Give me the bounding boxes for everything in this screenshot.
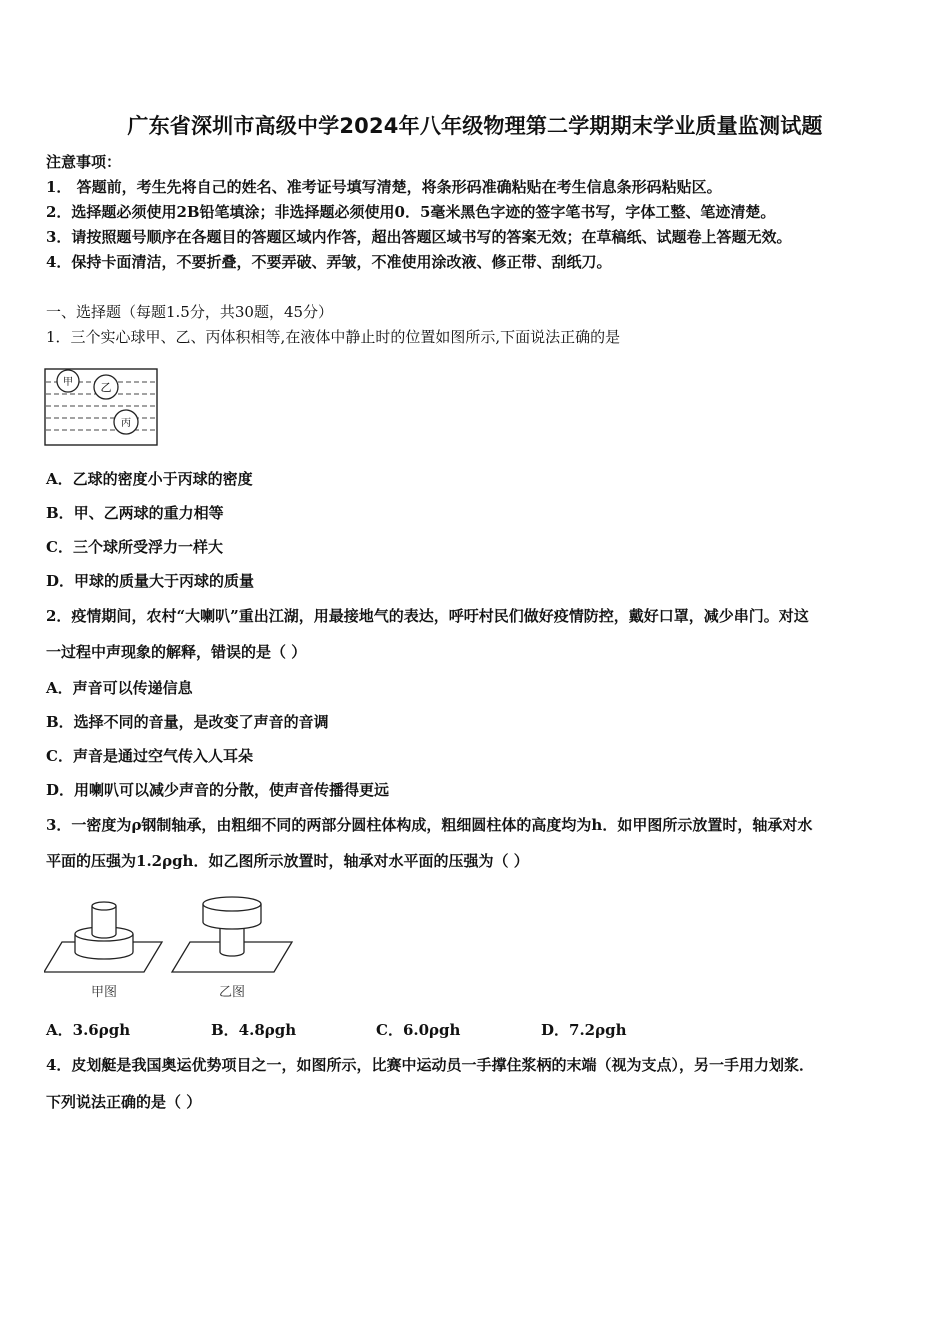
ball-yi-label: 乙 [100,381,112,394]
q2-stem-line2: 一过程中声现象的解释，错误的是（ ） [46,643,307,661]
q3-option-d: D．7.2ρgh [541,1021,627,1039]
q1-liquid-figure [44,368,160,448]
q1-option-a: A．乙球的密度小于丙球的密度 [46,470,253,488]
section-heading: 一、选择题（每题1.5分，共30题，45分） [46,303,334,321]
fig-yi-label: 乙图 [218,985,246,1000]
page-title: 广东省深圳市高级中学2024年八年级物理第二学期期末学业质量监测试题 [127,114,823,138]
notice-heading: 注意事项： [46,153,122,171]
fig-jia-label: 甲图 [90,985,118,1000]
q3-option-b: B．4.8ρgh [211,1021,297,1039]
q2-option-c: C．声音是通过空气传入人耳朵 [46,747,253,765]
q2-stem-line1: 2．疫情期间，农村“大喇叭”重出江湖，用最接地气的表达，呼吁村民们做好疫情防控，戴好口罩，减少串门。对这 [46,607,809,625]
q4-stem-line1: 4．皮划艇是我国奥运优势项目之一，如图所示，比赛中运动员一手撑住浆柄的末端（视为支点），另一手用力划浆． [46,1056,814,1074]
q3-option-c: C．6.0ρgh [376,1021,461,1039]
q2-option-a: A．声音可以传递信息 [46,679,193,697]
q1-stem: 1．三个实心球甲、乙、丙体积相等,在液体中静止时的位置如图所示,下面说法正确的是 [46,328,621,346]
q3-option-a: A．3.6ρgh [46,1021,131,1039]
q2-option-d: D．用喇叭可以减少声音的分散，使声音传播得更远 [46,781,390,799]
q3-stem-line2: 平面的压强为1.2ρgh．如乙图所示放置时，轴承对水平面的压强为（ ） [46,852,529,870]
ball-bing-label: 丙 [121,418,131,429]
notice-item: 2．选择题必须使用2B铅笔填涂；非选择题必须使用0．5毫米黑色字迹的签字笔书写，字体工整、笔迹清楚。 [46,203,776,221]
notice-item: 4．保持卡面清洁，不要折叠，不要弄破、弄皱，不准使用涂改液、修正带、刮纸刀。 [46,253,612,271]
q1-option-d: D．甲球的质量大于丙球的质量 [46,572,255,590]
q1-option-c: C．三个球所受浮力一样大 [46,538,223,556]
q2-option-b: B．选择不同的音量，是改变了声音的音调 [46,713,329,731]
q3-bearing-figure [44,890,296,1002]
q3-stem-line1: 3．一密度为ρ钢制轴承，由粗细不同的两部分圆柱体构成，粗细圆柱体的高度均为h．如甲图所示放置时，轴承对水 [46,816,813,834]
ball-jia-label: 甲 [63,377,73,388]
notice-item: 1． 答题前，考生先将自己的姓名、准考证号填写清楚，将条形码准确粘贴在考生信息条形码粘贴区。 [46,178,722,196]
q1-option-b: B．甲、乙两球的重力相等 [46,504,224,522]
q4-stem-line2: 下列说法正确的是（ ） [46,1093,202,1111]
notice-item: 3．请按照题号顺序在各题目的答题区域内作答，超出答题区域书写的答案无效；在草稿纸、试题卷上答题无效。 [46,228,792,246]
